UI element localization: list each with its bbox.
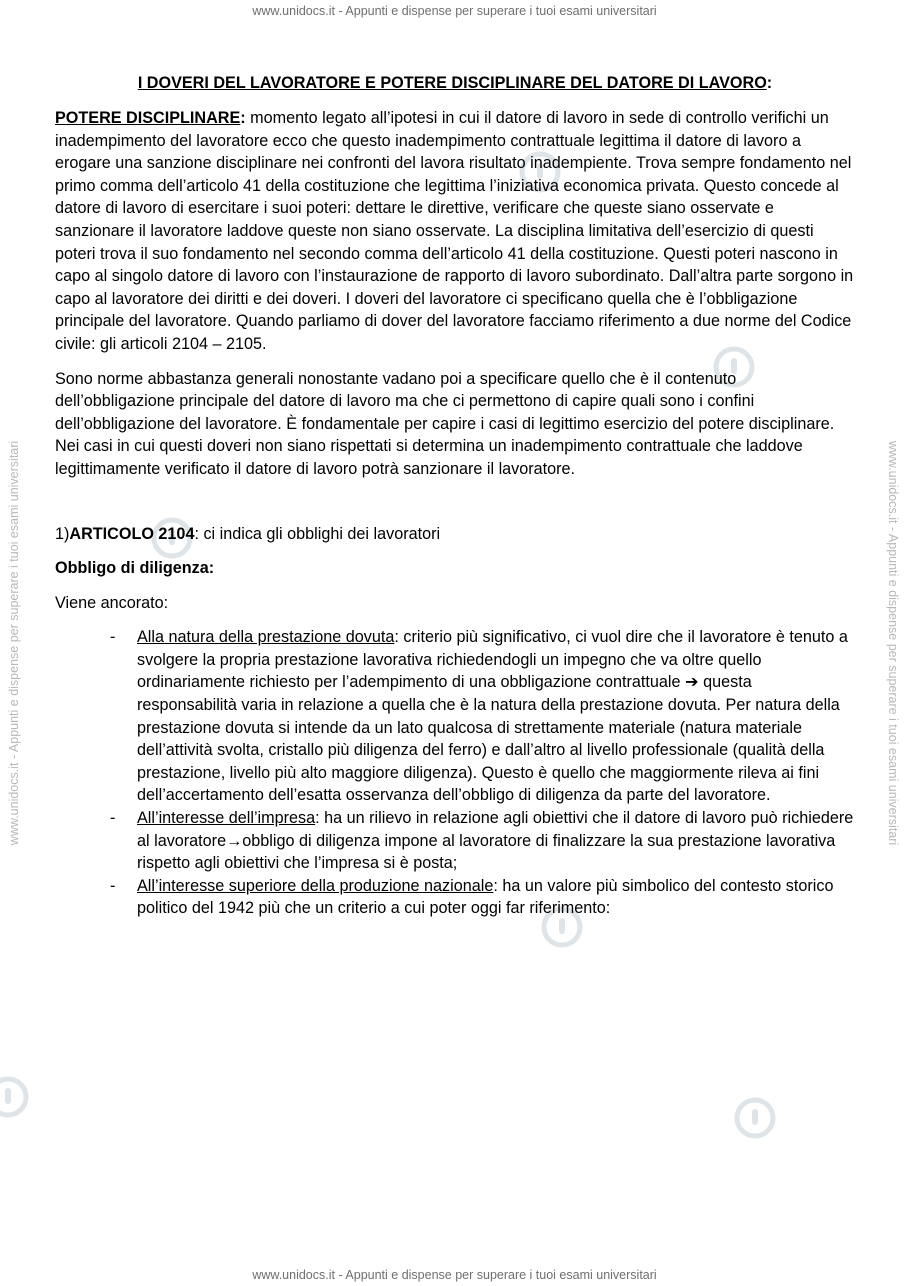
list-item-lead: All’interesse superiore della produzione nazionale	[137, 876, 494, 895]
paragraph-text: momento legato all’ipotesi in cui il datore di lavoro in sede di controllo verifichi un inadempimento del lavoratore ecco che questo inadempimento contrattuale legittima il datore di lavoro a erogare una sanzione disciplinare nei confronti del lavora risultato inadempiente. Trova sempre fondamento nel primo comma dell’articolo 41 della costituzione che legittima l’iniziativa economica privata. Questo concede al datore di lavoro di esercitare i suoi poteri: dettare le direttive, verificare che queste siano osservate e sanzionare il lavoratore laddove queste non siano osservate. La disciplina limitativa dell’esercizio di questi poteri trova il suo fondamento nel secondo comma dell’articolo 41 della costituzione. Questi poteri nascono in capo al singolo datore di lavoro con l’instaurazione de rapporto di lavoro subordinato. Dall’altra parte sorgono in capo al lavoratore dei diritti e dei doveri. I doveri del lavoratore ci specificano quella che è l’obbligazione principale del lavoratore. Quando parliamo di dover del lavoratore facciamo riferimento a due norme del Codice civile: gli articoli 2104 – 2105.	[55, 109, 854, 353]
article-name: ARTICOLO 2104	[69, 524, 195, 543]
article-number: 1)	[55, 524, 70, 543]
section-heading: POTERE DISCIPLINARE	[55, 109, 241, 127]
document-page	[55, 70, 855, 920]
watermark-side-left: www.unidocs.it - Appunti e dispense per superare i tuoi esami universitari	[7, 440, 21, 846]
document-title	[55, 74, 855, 93]
article-line	[55, 523, 855, 546]
list-item	[55, 807, 855, 875]
obligation-heading-text: Obbligo di diligenza:	[55, 559, 215, 578]
list-item-text: : ha un valore più simbolico del contesto storico politico del 1942 più che un criterio a cui poter oggi far riferimento:	[137, 876, 834, 918]
watermark-side-right: www.unidocs.it - Appunti e dispense per superare i tuoi esami universitari	[886, 440, 900, 846]
list-dash: -	[110, 809, 116, 828]
unidocs-logo-icon	[733, 1096, 777, 1140]
list-item	[55, 875, 855, 920]
article-description: : ci indica gli obblighi dei lavoratori	[194, 524, 441, 543]
title-text: I DOVERI DEL LAVORATORE E POTERE DISCIPLINARE DEL DATORE DI LAVORO	[137, 74, 767, 92]
list-item-text-cont: obbligo di diligenza impone al lavoratore di finalizzare la sua prestazione lavorativa rispetto agli obiettivi che l’impresa si è posta;	[137, 831, 836, 873]
obligation-heading	[55, 557, 855, 580]
criteria-list	[55, 626, 855, 920]
arrow-icon: ➔	[685, 673, 699, 692]
title-colon: :	[766, 74, 773, 92]
arrow-icon: →	[226, 831, 243, 850]
unidocs-logo-icon	[0, 1075, 30, 1119]
list-item-text-cont: questa responsabilità varia in relazione a quella che è la natura della prestazione dovuta. Per natura della prestazione dovuta si intende da un lato qualcosa di strettamente materiale (natura materiale dell’attività svolta, cristallo più diligenza del ferro) e dall’altro al livello professionale (qualità della prestazione, livello più alto maggiore diligenza). Questo è quello che maggiormente rileva ai fini dell’accertamento dell’esatta osservanza dell’obbligo di diligenza da parte del lavoratore.	[137, 673, 840, 805]
paragraph-potere-disciplinare	[55, 107, 855, 356]
list-item-lead: Alla natura della prestazione dovuta	[137, 628, 395, 647]
list-item-text: : criterio più significativo, ci vuol dire che il lavoratore è tenuto a svolgere la propria prestazione lavorativa richiedendogli un impegno che va oltre quello ordinariamente richiesto per l’adempimento di una obbligazione contrattuale	[137, 628, 848, 692]
watermark-bottom: www.unidocs.it - Appunti e dispense per superare i tuoi esami universitari	[252, 1268, 657, 1282]
list-dash: -	[110, 628, 116, 647]
list-item-lead: All’interesse dell’impresa	[137, 809, 316, 828]
heading-colon: :	[240, 109, 246, 127]
list-item	[55, 626, 855, 807]
paragraph-norme: Sono norme abbastanza generali nonostante vadano poi a specificare quello che è il contenuto dell’obbligazione principale del datore di lavoro ma che ci permettono di capire quali sono i confini dell’obbligazione del lavoratore. È fondamentale per capire i casi di legittimo esercizio del potere disciplinare. Nei casi in cui questi doveri non siano rispettati si determina un inadempimento contrattuale che laddove legittimamente verificato il datore di lavoro potrà sanzionare il lavoratore.	[55, 369, 835, 478]
watermark-top: www.unidocs.it - Appunti e dispense per superare i tuoi esami universitari	[252, 4, 657, 18]
anchored-label: Viene ancorato:	[55, 593, 169, 612]
list-dash: -	[110, 876, 116, 895]
list-item-text: : ha un rilievo in relazione agli obiettivi che il datore di lavoro può richiedere al lavoratore	[137, 809, 854, 850]
